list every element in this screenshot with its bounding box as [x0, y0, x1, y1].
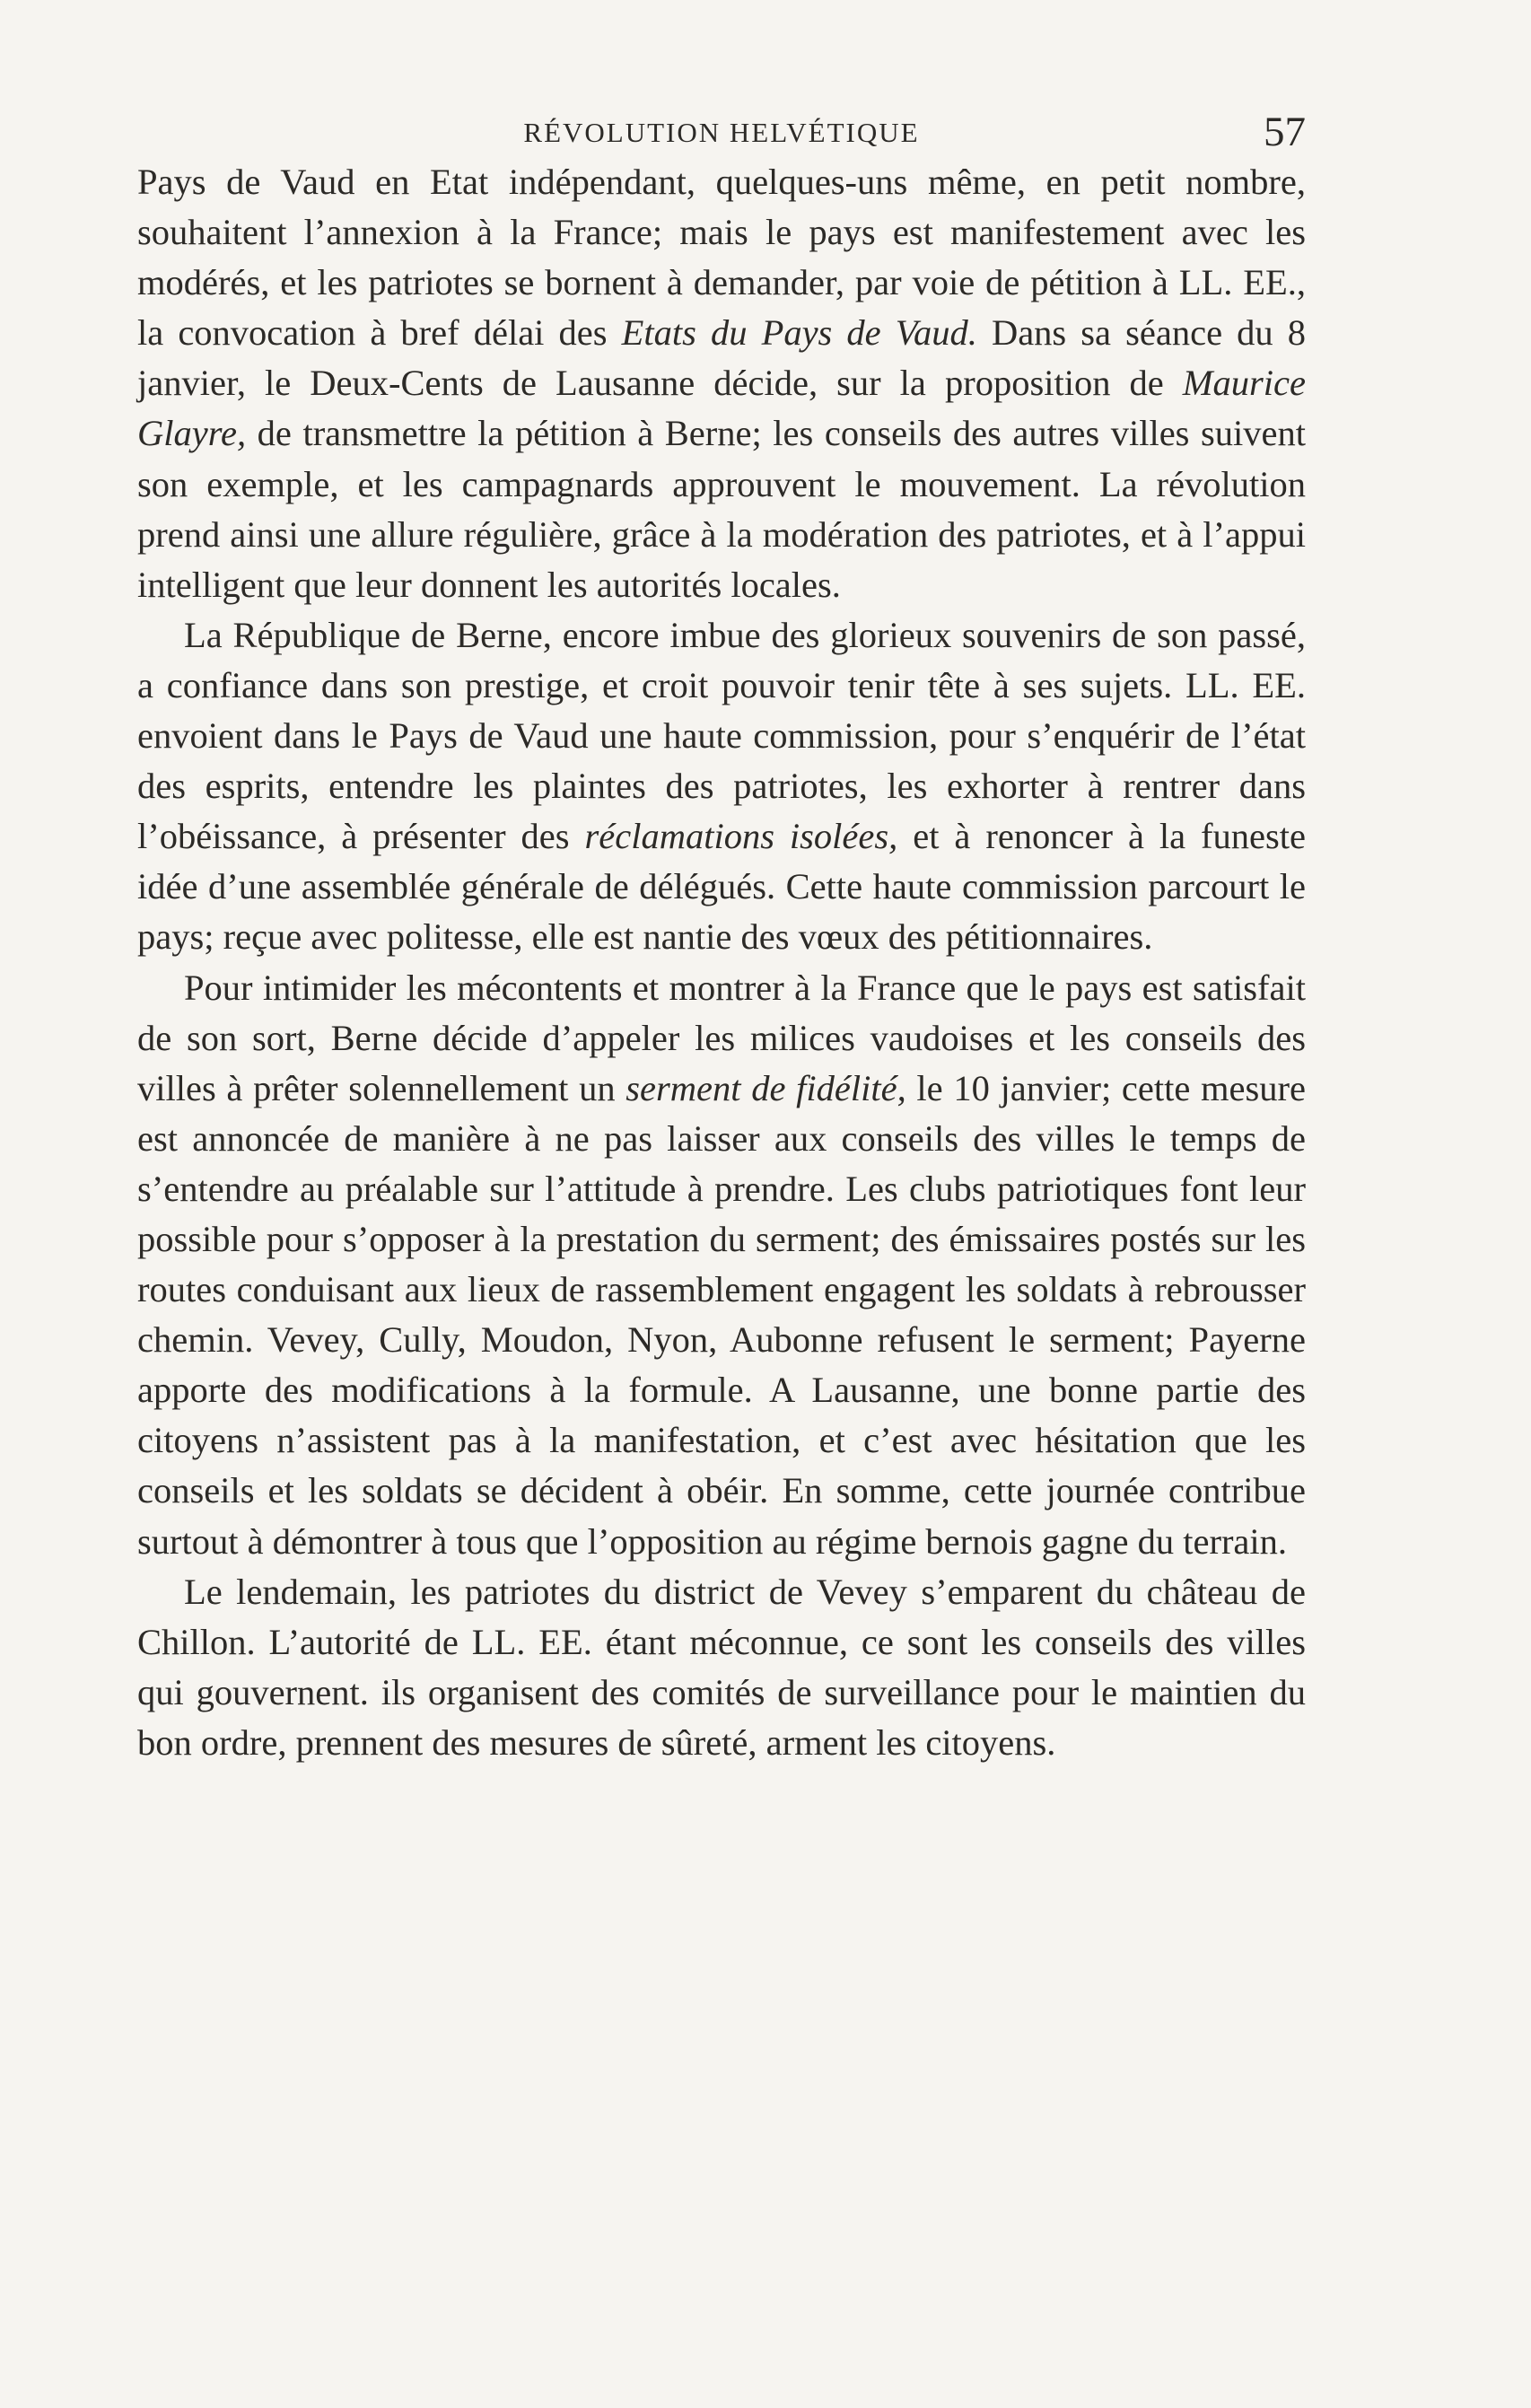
- italic-phrase: serment de fidélité,: [626, 1067, 906, 1108]
- paragraph-text: Pour intimider les mécontents et montrer à la France que le pays est satisfait de son sort, Berne décide d’appeler les milices vaudoises et les conseils des villes à prêter solennellement un: [137, 967, 1306, 1108]
- paragraph-text: Le lendemain, les patriotes du district de Vevey s’emparent du château de Chillon. L’autorité de LL. EE. étant méconnue, ce sont les conseils des villes qui gouvernent. ils organisent des comités de surveillance pour le maintien du bon ordre, prennent des mesures de sûreté, arment les citoyens.: [137, 1571, 1306, 1763]
- paragraph-text: de transmettre la pétition à Berne; les conseils des autres villes suivent son exemple, et les campagnards approuvent le mouvement. La révolution prend ainsi une allure régulière, grâce à la modération des patriotes, et à l’appui intelligent que leur donnent les autorités locales.: [137, 413, 1306, 605]
- page-header: [137, 109, 1306, 163]
- italic-phrase: Maurice Glayre,: [137, 363, 1306, 454]
- italic-phrase: réclamations isolées,: [584, 816, 898, 857]
- paragraph-3: [137, 963, 1306, 1567]
- paragraph-text: et à renoncer à la funeste idée d’une assemblée générale de délégués. Cette haute commission parcourt le pays; reçue avec politesse, elle est nantie des vœux des pétitionnaires.: [137, 816, 1307, 958]
- paragraph-text: La République de Berne, encore imbue des glorieux souvenirs de son passé, a confiance dans son prestige, et croit pouvoir tenir tête à ses sujets. LL. EE. envoient dans le Pays de Vaud une haute commission, pour s’enquérir de l’état des esprits, entendre les plaintes des patriotes, les exhorter à rentrer dans l’obéissance, à présenter des: [137, 614, 1306, 857]
- page-number: 57: [1264, 109, 1306, 155]
- paragraph-4: [137, 1567, 1306, 1768]
- paragraph-text: Dans sa séance du 8 janvier, le Deux-Cents de Lausanne décide, sur la proposition de: [137, 312, 1306, 404]
- italic-phrase: Etats du Pays de Vaud.: [621, 312, 977, 354]
- paragraph-text: Pays de Vaud en Etat indépendant, quelques-uns même, en petit nombre, souhaitent l’annexion à la France; mais le pays est manifestement avec les modérés, et les patriotes se bornent à demander, par voie de pétition à LL. EE., la convocation à bref délai des: [137, 162, 1306, 354]
- paragraph-1: [137, 157, 1306, 610]
- running-head: RÉVOLUTION HELVÉTIQUE: [523, 117, 920, 148]
- body-text: [137, 157, 1306, 1768]
- paragraph-text: le 10 janvier; cette mesure est annoncée de manière à ne pas laisser aux conseils des villes le temps de s’entendre au préalable sur l’attitude à prendre. Les clubs patriotiques font leur possible pour s’opposer à la prestation du serment; des émissaires postés sur les routes conduisant aux lieux de rassemblement engagent les soldats à rebrousser chemin. Vevey, Cully, Moudon, Nyon, Aubonne refusent le serment; Payerne apporte des modifications à la formule. A Lausanne, une bonne partie des citoyens n’assistent pas à la manifestation, et c’est avec hésitation que les conseils et les soldats se décident à obéir. En somme, cette journée contribue surtout à démontrer à tous que l’opposition au régime bernois gagne du terrain.: [137, 1067, 1307, 1562]
- paragraph-2: [137, 610, 1306, 963]
